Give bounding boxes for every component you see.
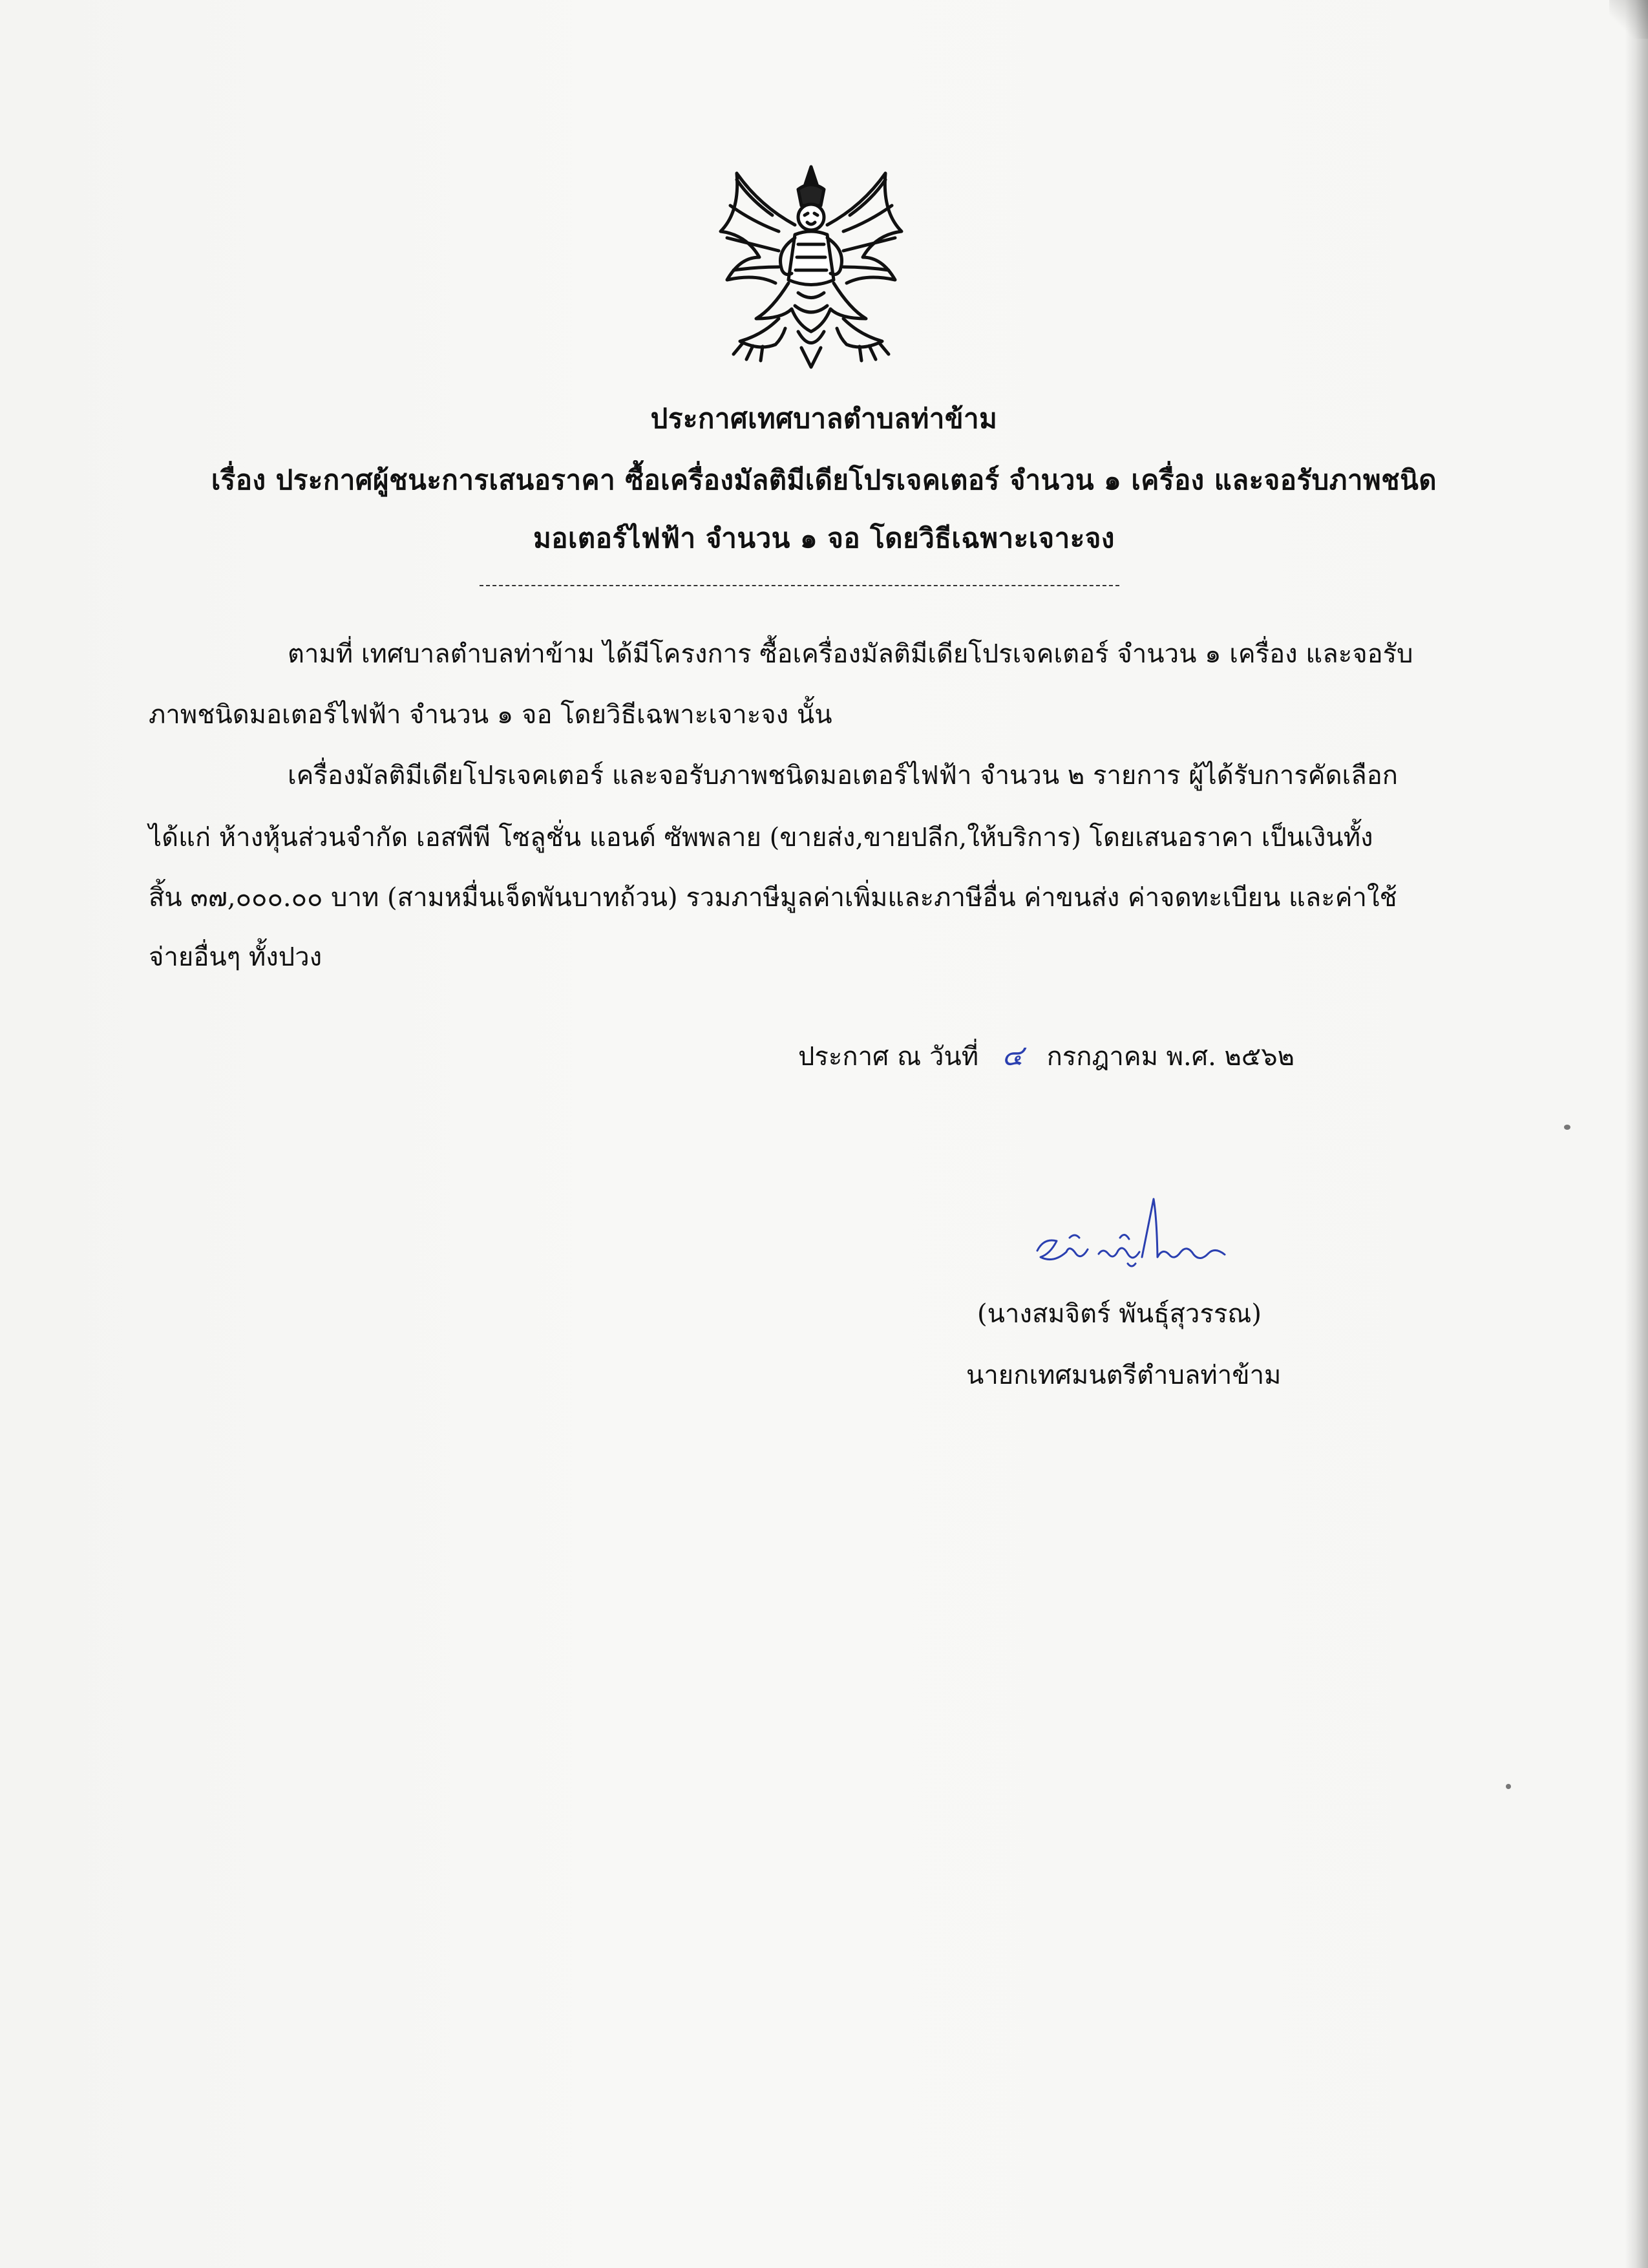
announcement-title: ประกาศเทศบาลตำบลท่าข้าม bbox=[650, 403, 998, 434]
subject-line-1: เรื่อง ประกาศผู้ชนะการเสนอราคา ซื้อเครื่องมัลติมีเดียโปรเจคเตอร์ จำนวน ๑ เครื่อง และจอรับภาพชนิด bbox=[211, 464, 1437, 496]
announcement-day: ๔ bbox=[1002, 1039, 1024, 1072]
handwritten-signature bbox=[1031, 1192, 1244, 1289]
garuda-emblem-icon bbox=[701, 160, 921, 380]
scan-speck bbox=[1564, 1125, 1570, 1130]
paragraph-2-line-1: เครื่องมัลติมีเดียโปรเจคเตอร์ และจอรับภาพชนิดมอเตอร์ไฟฟ้า จำนวน ๒ รายการ ผู้ได้รับการคัดเลือก bbox=[288, 761, 1398, 790]
paragraph-1-line-2: ภาพชนิดมอเตอร์ไฟฟ้า จำนวน ๑ จอ โดยวิธีเฉพาะเจาะจง นั้น bbox=[149, 700, 832, 730]
scan-edge-shadow bbox=[1625, 0, 1648, 2268]
paragraph-2-line-2: ได้แก่ ห้างหุ้นส่วนจำกัด เอสพีพี โซลูชั่น แอนด์ ซัพพลาย (ขายส่ง,ขายปลีก,ให้บริการ) โดยเสนอราคา เป็นเงินทั้ง bbox=[149, 823, 1373, 853]
paragraph-1-line-1: ตามที่ เทศบาลตำบลท่าข้าม ได้มีโครงการ ซื้อเครื่องมัลติมีเดียโปรเจคเตอร์ จำนวน ๑ เครื่อง และจอรับ bbox=[288, 639, 1413, 669]
announcement-date bbox=[798, 1033, 1294, 1078]
paragraph-2-line-3: สิ้น ๓๗,๐๐๐.๐๐ บาท (สามหมื่นเจ็ดพันบาทถ้วน) รวมภาษีมูลค่าเพิ่มและภาษีอื่น ค่าขนส่ง ค่าจดทะเบียน และค่าใช้ bbox=[149, 883, 1397, 913]
separator-line bbox=[480, 585, 1119, 586]
announcement-month-year: กรกฎาคม พ.ศ. ๒๕๖๒ bbox=[1046, 1042, 1294, 1072]
scan-corner-shadow bbox=[1609, 0, 1648, 39]
subject-line-2: มอเตอร์ไฟฟ้า จำนวน ๑ จอ โดยวิธีเฉพาะเจาะจง bbox=[533, 522, 1115, 554]
paragraph-2-line-4: จ่ายอื่นๆ ทั้งปวง bbox=[149, 942, 322, 972]
announcement-date-prefix: ประกาศ ณ วันที่ bbox=[798, 1042, 979, 1072]
signer-name: (นางสมจิตร์ พันธุ์สุวรรณ) bbox=[977, 1299, 1262, 1329]
scan-speck bbox=[1506, 1784, 1511, 1789]
signer-position: นายกเทศมนตรีตำบลท่าข้าม bbox=[966, 1361, 1282, 1390]
